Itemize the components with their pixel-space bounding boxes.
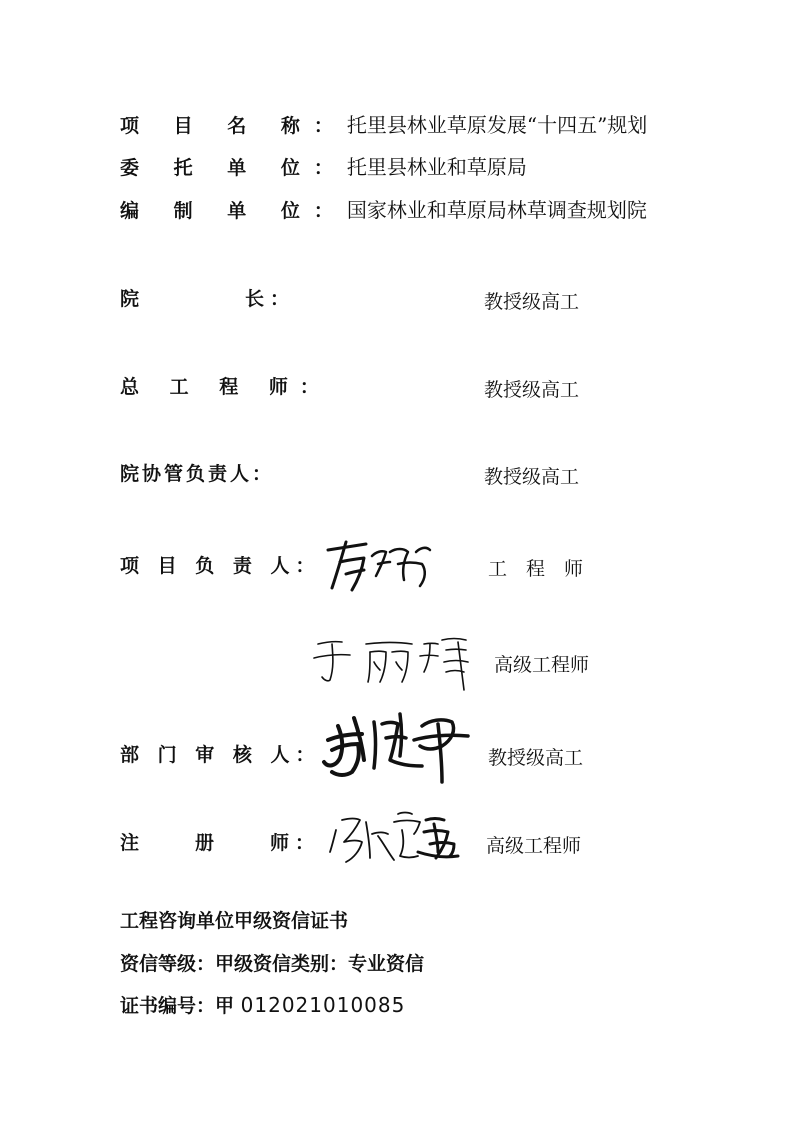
certificate-number-row <box>120 991 405 1018</box>
personnel-title: 高级工程师 <box>486 835 582 857</box>
certificate-number-label: 证书编号：甲 <box>120 995 235 1017</box>
personnel-title: 教授级高工 <box>484 379 580 401</box>
project-name-label: 项 目 名 称： <box>120 115 347 137</box>
personnel-row-co-manager <box>120 461 274 486</box>
personnel-title: 教授级高工 <box>484 291 580 313</box>
maker-value: 国家林业和草原局林草调查规划院 <box>346 198 647 222</box>
certificate-number-value: 012021010085 <box>240 993 406 1017</box>
personnel-label: 部 门 审 核 人： <box>120 744 321 766</box>
signature-project-lead-1 <box>318 530 438 600</box>
personnel-row-president <box>120 286 295 311</box>
signature-dept-review <box>318 706 478 786</box>
personnel-label: 院 长： <box>120 288 296 310</box>
personnel-title: 工 程 师 <box>488 558 584 580</box>
personnel-label: 注 册 师： <box>120 832 321 854</box>
client-value: 托里县林业和草原局 <box>346 155 527 179</box>
signature-project-lead-2 <box>308 622 478 694</box>
signature-registered <box>322 800 462 870</box>
certificate-heading: 工程咨询单位甲级资信证书 <box>120 910 349 932</box>
personnel-label: 总 工 程 师： <box>120 376 331 398</box>
personnel-row-chief-engineer <box>120 374 331 399</box>
project-name-row <box>120 113 647 138</box>
personnel-label: 院协管负责人： <box>120 463 275 485</box>
personnel-label: 项 目 负 责 人： <box>120 555 321 577</box>
certificate-grade-line: 资信等级：甲级资信类别：专业资信 <box>120 953 425 975</box>
personnel-row-registered <box>120 830 320 855</box>
personnel-title: 高级工程师 <box>494 654 590 676</box>
project-name-value: 托里县林业草原发展“十四五”规划 <box>346 113 648 137</box>
personnel-title: 教授级高工 <box>484 466 580 488</box>
personnel-row-project-lead <box>120 553 320 578</box>
client-label: 委 托 单 位： <box>120 157 347 179</box>
personnel-row-dept-reviewer <box>120 742 320 767</box>
maker-label: 编 制 单 位： <box>120 200 347 222</box>
client-row <box>120 155 527 180</box>
maker-row <box>120 198 647 223</box>
personnel-title: 教授级高工 <box>488 747 584 769</box>
